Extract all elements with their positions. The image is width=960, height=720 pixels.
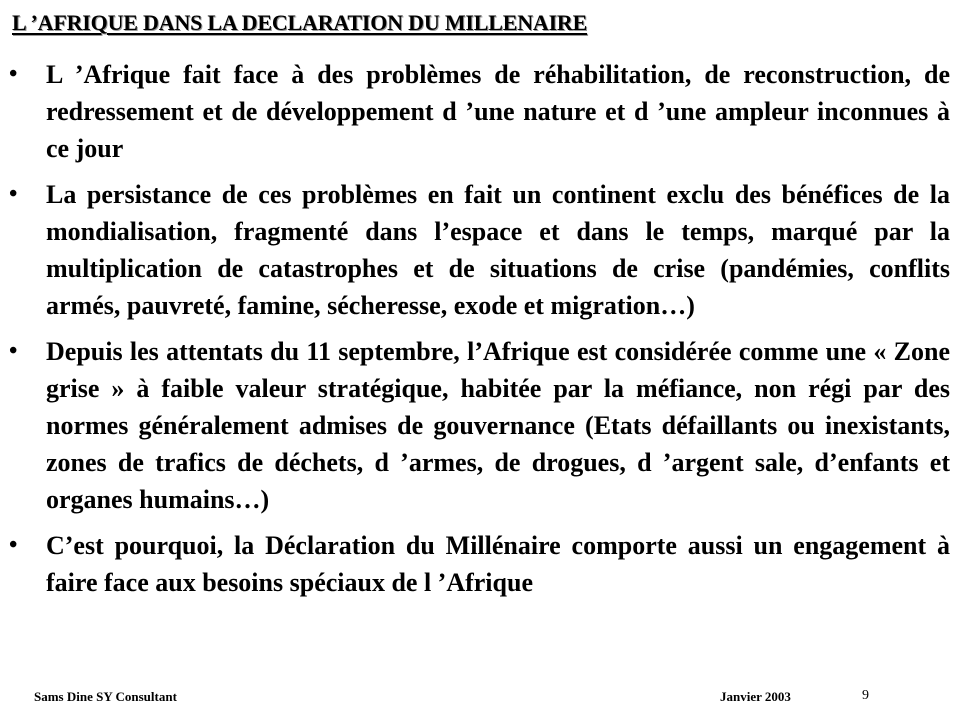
bullet-text-2: La persistance de ces problèmes en fait un continent exclu des bénéfices de la mondialisation, fragmenté dans l’espace et dans le temps, marqué par la multiplication de catastrophes et de situations de crise (pandémies, conflits armés, pauvreté, famine, sécheresse, exode et migration…)	[46, 180, 950, 320]
bullet-item-2	[0, 176, 960, 324]
bullet-icon: •	[9, 61, 18, 87]
bullet-list	[0, 56, 960, 601]
slide-title: L ’AFRIQUE DANS LA DECLARATION DU MILLENAIRE	[12, 10, 588, 35]
footer-date: Janvier 2003	[720, 689, 791, 704]
bullet-icon: •	[9, 338, 18, 364]
bullet-text-3: Depuis les attentats du 11 septembre, l’Afrique est considérée comme une « Zone grise » à faible valeur stratégique, habitée par la méfiance, non régi par des normes généralement admises de gouvernance (Etats défaillants ou inexistants, zones de trafics de déchets, d ’armes, de drogues, d ’argent sale, d’enfants et organes humains…)	[46, 337, 950, 514]
bullet-item-4	[0, 527, 960, 601]
bullet-text-1: L ’Afrique fait face à des problèmes de réhabilitation, de reconstruction, de redressement et de développement d ’une nature et d ’une ampleur inconnues à ce jour	[46, 60, 950, 163]
page-number: 9	[862, 688, 869, 703]
bullet-item-1	[0, 56, 960, 167]
footer-author: Sams Dine SY Consultant	[34, 689, 177, 704]
bullet-item-3	[0, 333, 960, 518]
bullet-icon: •	[9, 181, 18, 207]
bullet-icon: •	[9, 532, 18, 558]
bullet-text-4: C’est pourquoi, la Déclaration du Millénaire comporte aussi un engagement à faire face aux besoins spéciaux de l ’Afrique	[46, 531, 950, 597]
